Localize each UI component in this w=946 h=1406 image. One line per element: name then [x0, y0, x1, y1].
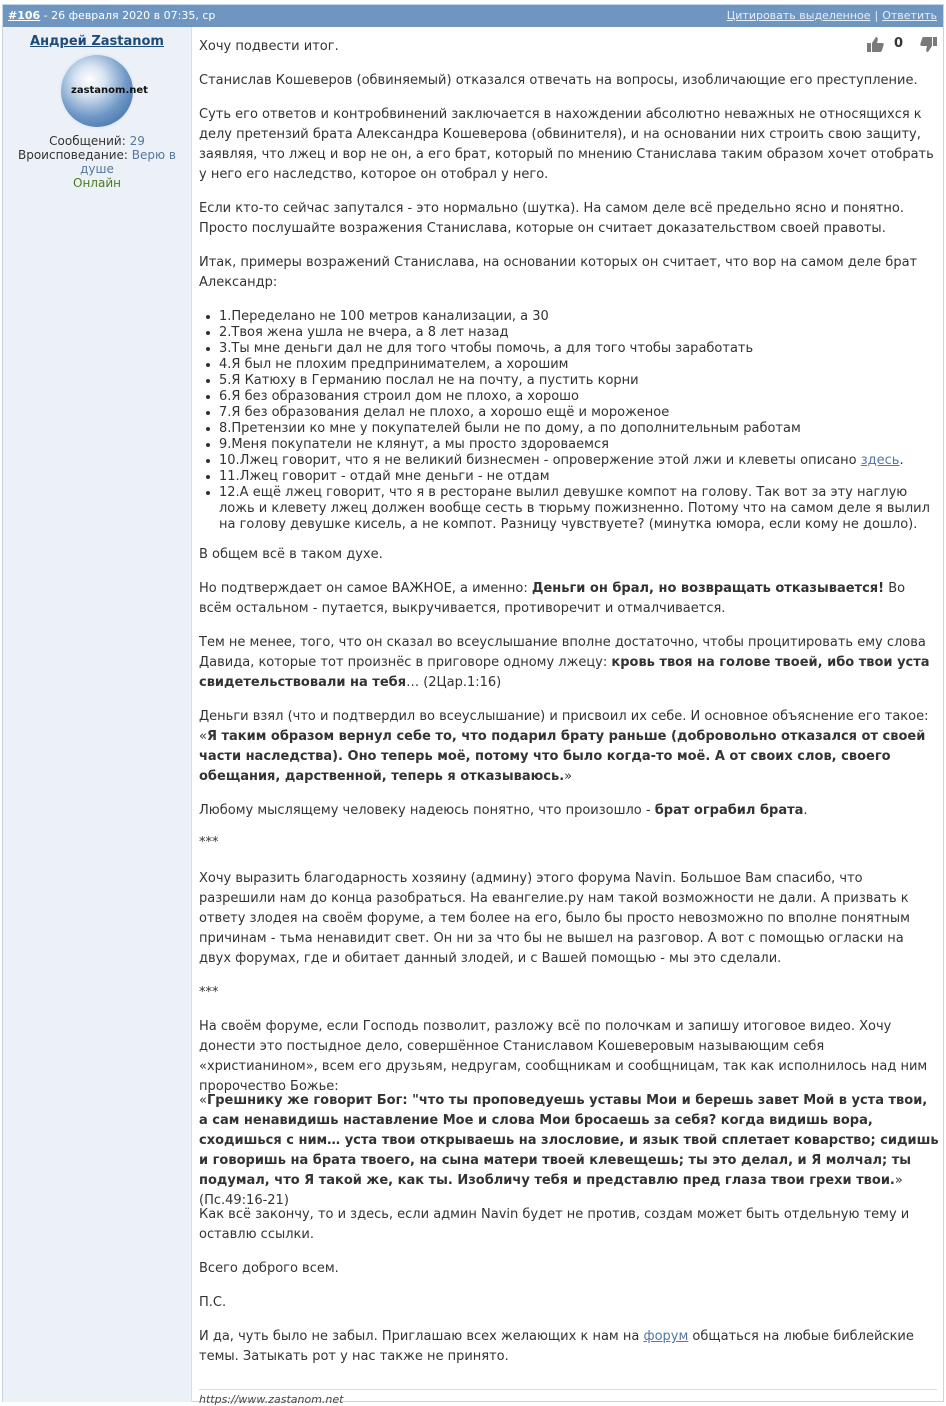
list-item: 5.Я Катюху в Германию послал не на почту, а пустить корни [199, 373, 939, 389]
messages-label: Сообщений: [49, 134, 126, 148]
post-header [3, 5, 943, 27]
text-fragment: Тем не менее, того, что он сказал во всеуслышание вполне достаточно, чтобы процитировать ему слова Давида, которые тот произнёс в приговоре одному лжецу: [199, 635, 926, 670]
paragraph-joke: Если кто-то сейчас запутался - это нормально (шутка). На самом деле всё предельно ясно и понятно. Просто послушайте возражения Станислава, которые он считает доказательством своей правоты. [199, 201, 904, 236]
rating-score: 0 [894, 36, 904, 51]
text-fragment: . [803, 803, 808, 818]
text-fragment: И да, чуть было не забыл. Приглашаю всех желающих к нам на [199, 1329, 644, 1344]
post-meta [8, 5, 215, 27]
forum-post [2, 4, 944, 1406]
author-name-link[interactable]: Андрей Zastanom [30, 34, 164, 49]
list-item: 8.Претензии ко мне у покупателей были не по дому, а по дополнительным работам [199, 421, 939, 437]
paragraph-important [199, 579, 939, 619]
bold-fragment: Я таким образом вернул себе то, что подарил брату раньше (добровольно отказался от своей части наследства). Оно теперь моё, потому что было когда-то моё. А от своих слов, своего обещания, дарственной, теперь я отказываюсь. [199, 729, 926, 784]
list-item: 1.Переделано не 100 метров канализации, а 30 [199, 309, 939, 325]
religion-label: Вроисповедание: [17, 148, 128, 162]
text-fragment: « [199, 1093, 207, 1108]
avatar-logo-text: zastanom.net [71, 85, 148, 96]
list-item: 4.Я был не плохим предпринимателем, а хорошим [199, 357, 939, 373]
post-number-link[interactable]: #106 [8, 9, 41, 22]
list-item: 11.Лжец говорит - отдай мне деньги - не отдам [199, 469, 939, 485]
bold-fragment: Грешнику же говорит Бог: "что ты проповедуешь уставы Мои и берешь завет Мой в уста твои, а сам ненавидишь наставление Мое и слова Мои бросаешь за себя? когда видишь вора, сходишься с ним… уста твои открываешь на злословие, и язык твой сплетает коварство; сидишь и говоришь на брата твоего, на сына матери твоей клевещешь; ты это делал, и Я молчал; ты подумал, что Я такой же, как ты. Изобличу тебя и представлю пред глаза твои грехи твои. [199, 1093, 939, 1188]
author-religion [3, 148, 191, 176]
paragraph-summary: В общем всё в таком духе. [199, 547, 383, 562]
list-item-tail: . [899, 453, 904, 468]
avatar[interactable] [61, 55, 148, 127]
separator-stars: *** [199, 985, 219, 1000]
religion-value: Верю в душе [80, 148, 176, 176]
paragraph-intro: Хочу подвести итог. [199, 39, 339, 54]
post-date: - 26 февраля 2020 в 07:35, ср [40, 9, 216, 22]
list-item [199, 453, 939, 469]
here-link[interactable]: здесь [860, 453, 900, 468]
forum-link[interactable]: форум [643, 1329, 689, 1344]
text-fragment: » (Пс.49:16-21) [199, 1173, 903, 1208]
paragraph-david [199, 633, 939, 693]
online-status: Онлайн [73, 176, 121, 190]
bold-fragment: брат ограбил брата [654, 803, 804, 818]
paragraph-video: На своём форуме, если Господь позволит, разложу всё по полочкам и запишу итоговое видео. Хочу донести это постыдное дело, совершённое Станиславом Кошеверовым называющим себя «христианином», всем его друзьям, недругам, сообщникам и сообщницам, так как исполнилось над ним пророчество Божье: [199, 1019, 928, 1094]
text-fragment: Во всём остальном - путается, выкручивается, противоречит и отмалчивается. [199, 581, 906, 616]
paragraph-conclusion [199, 801, 939, 821]
paragraph-examples-intro: Итак, примеры возражений Станислава, на основании которых он считает, что вор на самом деле брат Александр: [199, 255, 918, 290]
text-fragment: Деньги взял (что и подтвердил во всеуслышание) и присвоил их себе. И основное объяснение его такое: « [199, 709, 929, 744]
reply-link[interactable]: Ответить [882, 9, 937, 22]
post-signature[interactable]: https://www.zastanom.net [199, 1389, 937, 1406]
author-panel [3, 27, 192, 1402]
separator-stars: *** [199, 835, 219, 850]
paragraph-farewell: Всего доброго всем. [199, 1261, 339, 1276]
messages-count[interactable]: 29 [129, 134, 145, 148]
post-actions [727, 5, 937, 27]
author-messages [3, 134, 191, 148]
list-item: 6.Я без образования строил дом не плохо, а хорошо [199, 389, 939, 405]
objections-list [199, 309, 939, 533]
text-fragment: » [564, 769, 573, 784]
bold-fragment: кровь твоя на голове твоей, ибо твои уста свидетельствовали на тебя [199, 655, 930, 690]
text-fragment: Но подтверждает он самое ВАЖНОЕ, а именно: [199, 581, 532, 596]
list-item: 3.Ты мне деньги дал не для того чтобы помочь, а для того чтобы заработать [199, 341, 939, 357]
list-item: 9.Меня покупатели не клянут, а мы просто здороваемся [199, 437, 939, 453]
paragraph-explanation [199, 707, 939, 787]
bold-fragment: Деньги он брал, но возвращать отказывается! [531, 581, 885, 596]
text-fragment: Любому мыслящему человеку надеюсь понятно, что произошло - [199, 803, 655, 818]
list-item: 12.А ещё лжец говорит, что я в ресторане вылил девушке компот на голову. Так вот за эту наглую ложь и клевету лжец должен вообще сесть в тюрьму пожизненно. Потому что на самом деле я вылил на голову девушке кисель, а не компот. Разницу чувствуете? (минутка юмора, если кому не дошло). [199, 485, 939, 533]
list-item-text: 10.Лжец говорит, что я не великий бизнесмен - опровержение этой лжи и клеветы описано [219, 453, 861, 468]
text-fragment: … (2Цар.1:16) [406, 675, 502, 690]
paragraph-essence: Суть его ответов и контробвинений заключается в нахождении абсолютно неважных не относящихся к делу претензий брата Александра Кошеверова (обвинителя), и на основании них строить свою защиту, заявляя, что лжец и вор не он, а его брат, который по мнению Станислава таким образом хочет отобрать у него его наследство, которое он отобрал у него. [199, 107, 934, 182]
paragraph-refusal: Станислав Кошеверов (обвиняемый) отказался отвечать на вопросы, изобличающие его преступление. [199, 73, 918, 88]
text-fragment: общаться на любые библейские темы. Затыкать рот у нас также не принято. [199, 1329, 914, 1364]
quote-selected-link[interactable]: Цитировать выделенное [726, 9, 871, 22]
paragraph-invite [199, 1327, 939, 1367]
paragraph-thanks: Хочу выразить благодарность хозяину (админу) этого форума Navin. Большое Вам спасибо, что разрешили нам до конца разобраться. На евангелие.ру нам такой возможности не дали. А призвать к ответу злодея на своём форуме, а тем более на его, было бы просто невозможно по вполне понятным причинам - тьма ненавидит свет. Он ни за что бы не вышел на разговор. А вот с помощью огласки на двух форумах, где и обитает данный злодей, и с Вашей помощью - мы это сделали. [199, 871, 910, 966]
list-item: 2.Твоя жена ушла не вчера, а 8 лет назад [199, 325, 939, 341]
paragraph-ps: П.С. [199, 1295, 227, 1310]
list-item: 7.Я без образования делал не плохо, а хорошо ещё и мороженое [199, 405, 939, 421]
actions-separator: | [874, 9, 879, 22]
paragraph-links: Как всё закончу, то и здесь, если админ Navin будет не против, создам может быть отдельную тему и оставлю ссылки. [199, 1207, 910, 1242]
paragraph-scripture [199, 1091, 939, 1211]
